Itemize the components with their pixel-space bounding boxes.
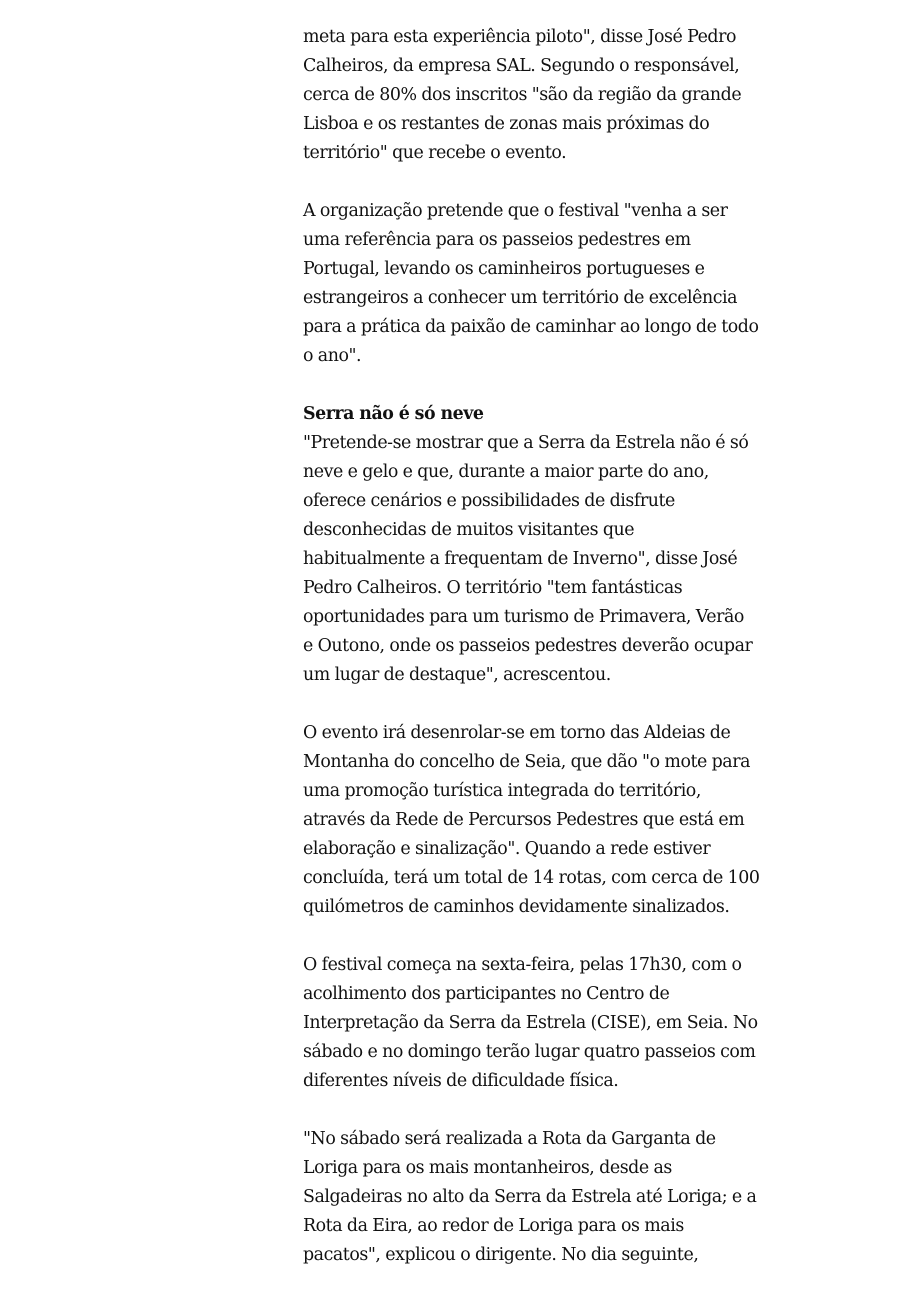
article-body xyxy=(303,23,773,1299)
paragraph-survey: meta para esta experiência piloto", disse José Pedro Calheiros, da empresa SAL. Segundo o responsável, cerca de 80% dos inscritos "são da região da grande Lisboa e os restantes de zonas mais próximas do território" que recebe o evento. xyxy=(303,27,742,163)
section-heading: Serra não é só neve xyxy=(303,404,484,424)
paragraph-serra-quote: "Pretende-se mostrar que a Serra da Estrela não é só neve e gelo e que, durante a maior parte do ano, oferece cenários e possibilidades de disfrute desconhecidas de muitos visitantes que habitualmente a frequentam de Inverno", disse José Pedro Calheiros. O território "tem fantásticas oportunidades para um turismo de Primavera, Verão e Outono, onde os passeios pedestres deverão ocupar um lugar de destaque", acrescentou. xyxy=(303,433,753,685)
paragraph-organization-goal: A organização pretende que o festival "venha a ser uma referência para os passeios pedestres em Portugal, levando os caminheiros portugueses e estrangeiros a conhecer um território de excelência para a prática da paixão de caminhar ao longo de todo o ano". xyxy=(303,201,759,366)
paragraph-saturday-routes: "No sábado será realizada a Rota da Garganta de Loriga para os mais montanheiros, desde as Salgadeiras no alto da Serra da Estrela até Loriga; e a Rota da Eira, ao redor de Loriga para os mais pacatos", explicou o dirigente. No dia seguinte, xyxy=(303,1129,757,1265)
paragraph-event-location: O evento irá desenrolar-se em torno das Aldeias de Montanha do concelho de Seia, que dão "o mote para uma promoção turística integrada do território, através da Rede de Percursos Pedestres que está em elaboração e sinalização". Quando a rede estiver concluída, terá um total de 14 rotas, com cerca de 100 quilómetros de caminhos devidamente sinalizados. xyxy=(303,723,760,917)
paragraph-festival-schedule: O festival começa na sexta-feira, pelas 17h30, com o acolhimento dos participantes no Centro de Interpretação da Serra da Estrela (CISE), em Seia. No sábado e no domingo terão lugar quatro passeios com diferentes níveis de dificuldade física. xyxy=(303,955,758,1091)
